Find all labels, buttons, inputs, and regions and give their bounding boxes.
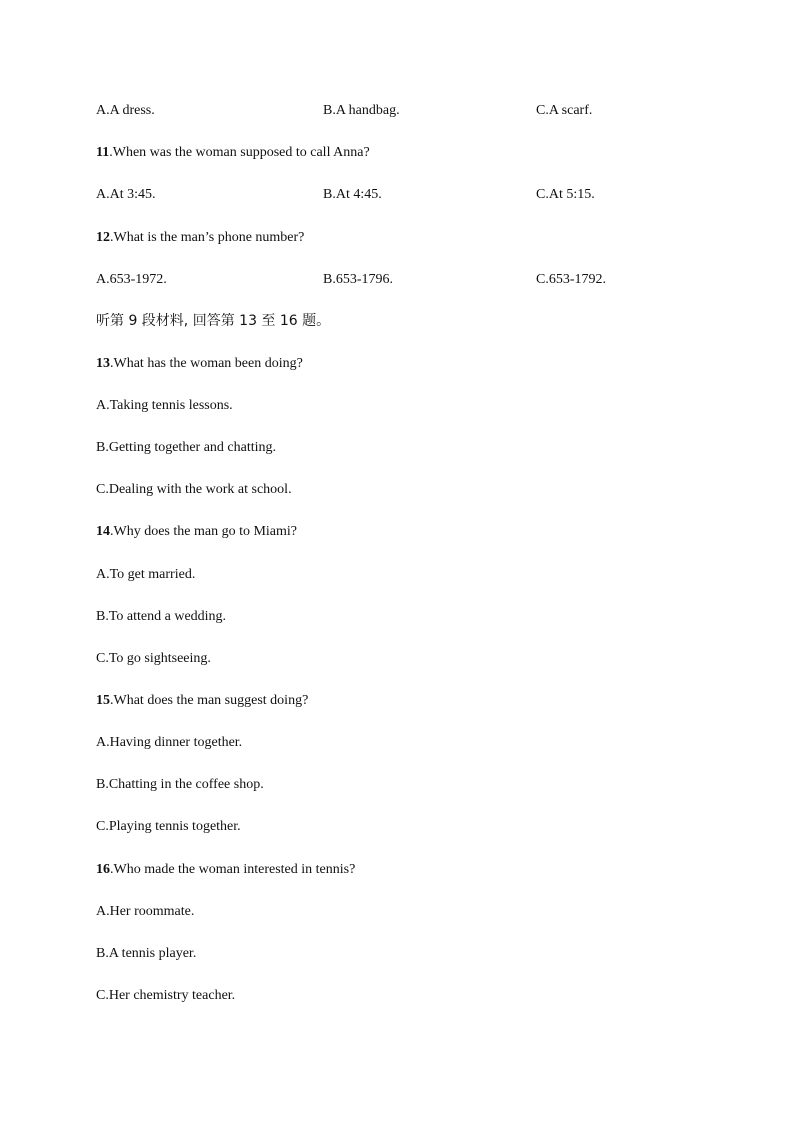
question-11 — [96, 144, 370, 162]
q14-option-a: A.To get married. — [96, 567, 196, 582]
question-13 — [96, 355, 303, 373]
question-number: 15 — [96, 693, 110, 708]
q10-options-row — [96, 102, 716, 120]
question-text: .What is the man’s phone number? — [110, 230, 305, 245]
question-text: .When was the woman supposed to call Anna? — [109, 145, 370, 160]
question-16 — [96, 861, 355, 879]
q14-option-c: C.To go sightseeing. — [96, 651, 211, 666]
q11-option-c: C.At 5:15. — [536, 187, 595, 202]
q13-option-b: B.Getting together and chatting. — [96, 440, 277, 455]
q13-option-c: C.Dealing with the work at school. — [96, 482, 292, 497]
q15-option-c: C.Playing tennis together. — [96, 819, 241, 834]
q10-option-a: A.A dress. — [96, 103, 155, 118]
q11-option-a: A.At 3:45. — [96, 187, 156, 202]
question-15 — [96, 692, 308, 710]
question-number: 12 — [96, 230, 110, 245]
q14-option-b: B.To attend a wedding. — [96, 609, 227, 624]
q12-options-row — [96, 271, 716, 289]
q13-option-a: A.Taking tennis lessons. — [96, 398, 233, 413]
question-number: 16 — [96, 862, 110, 877]
question-number: 11 — [96, 145, 110, 160]
q16-option-b: B.A tennis player. — [96, 946, 197, 961]
question-text: .What has the woman been doing? — [110, 356, 303, 371]
q15-option-a: A.Having dinner together. — [96, 735, 243, 750]
question-12 — [96, 229, 304, 247]
q10-option-c: C.A scarf. — [536, 103, 593, 118]
q16-option-a: A.Her roommate. — [96, 904, 195, 919]
q11-options-row — [96, 186, 716, 204]
q11-option-b: B.At 4:45. — [323, 187, 382, 202]
question-text: .Who made the woman interested in tennis? — [110, 862, 356, 877]
q12-option-b: B.653-1796. — [323, 272, 393, 287]
section-heading: 听第 9 段材料, 回答第 13 至 16 题。 — [96, 313, 331, 329]
question-text: .Why does the man go to Miami? — [110, 524, 298, 539]
q10-option-b: B.A handbag. — [323, 103, 400, 118]
q15-option-b: B.Chatting in the coffee shop. — [96, 777, 264, 792]
question-text: .What does the man suggest doing? — [110, 693, 309, 708]
q12-option-a: A.653-1972. — [96, 272, 167, 287]
q16-option-c: C.Her chemistry teacher. — [96, 988, 236, 1003]
question-number: 14 — [96, 524, 110, 539]
question-14 — [96, 523, 297, 541]
q12-option-c: C.653-1792. — [536, 272, 606, 287]
question-number: 13 — [96, 356, 110, 371]
